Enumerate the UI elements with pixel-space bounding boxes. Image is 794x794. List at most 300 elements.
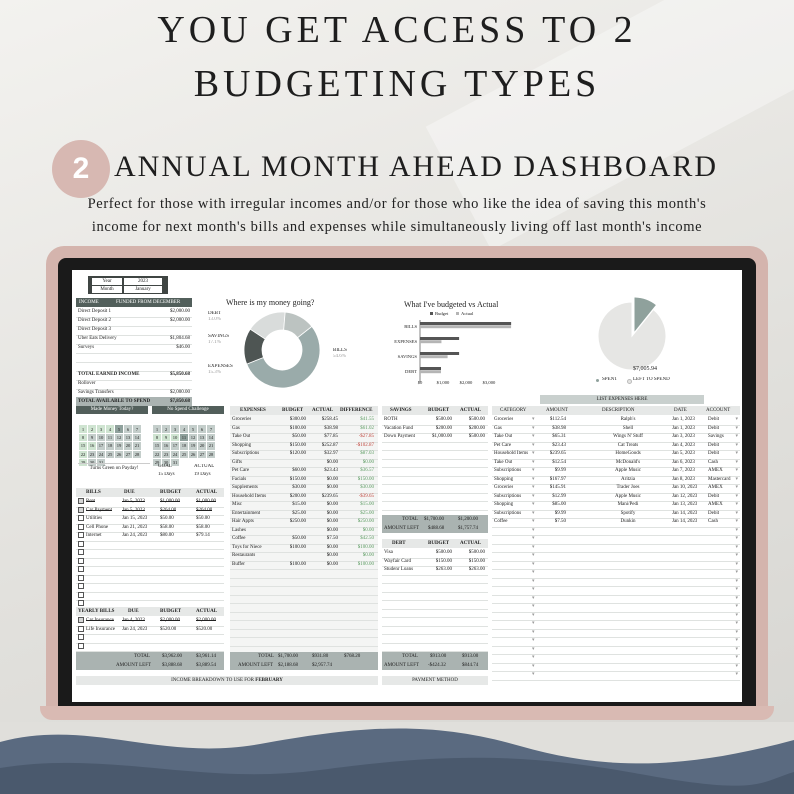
legend-label: Actual (461, 311, 474, 316)
chevron-down-icon[interactable]: ▾ (532, 519, 535, 524)
donut-pct-debt: 13.0% (208, 317, 221, 322)
calendar-day[interactable] (180, 417, 189, 425)
donut-chart (240, 308, 324, 392)
list-expense-row[interactable]: Take Out $12.54 McDonald's Jan 6, 2023 Cash ▾ ▾ (492, 459, 740, 469)
expense-row[interactable]: Subscriptions $120.00 $32.97 $87.03 (230, 450, 378, 460)
calendar-day[interactable]: 18 (106, 442, 115, 450)
list-expenses-header: CATEGORY AMOUNT DESCRIPTION DATE ACCOUNT (492, 406, 740, 415)
donut-pct-savings: 17.1% (208, 340, 221, 345)
list-expense-row[interactable]: Pet Care $23.43 Cat Treats Jan 4, 2023 Debit ▾ ▾ (492, 442, 740, 452)
donut-label-debt: DEBT (208, 311, 222, 316)
income-row[interactable]: Direct Deposit 2 $2,000.00 (76, 317, 192, 327)
calendar-day[interactable] (133, 417, 142, 425)
checkbox-icon[interactable] (78, 634, 84, 640)
chevron-down-icon[interactable]: ▾ (532, 570, 535, 575)
chevron-down-icon[interactable]: ▾ (735, 502, 738, 507)
debt-row[interactable] (382, 643, 488, 653)
savings-amount-left-row: AMOUNT LEFT $488.68 $1,757.74 (382, 524, 488, 533)
debt-amount-left-row: AMOUNT LEFT -$424.32 $844.74 (382, 661, 488, 670)
checkbox-icon[interactable] (78, 515, 84, 521)
calendar-day[interactable]: 4 (106, 425, 115, 433)
calendar-day[interactable]: 27 (124, 450, 133, 458)
chevron-down-icon[interactable]: ▾ (735, 425, 738, 431)
calendar-day[interactable]: 25 (180, 450, 189, 458)
expense-row[interactable]: Gas $100.00 $38.98 $61.02 (230, 425, 378, 435)
list-expense-row[interactable]: Subscriptions $9.99 Apple Music Jan 7, 2023 AMEX ▾ ▾ (492, 467, 740, 477)
savings-header: SAVINGS BUDGET ACTUAL (382, 406, 488, 415)
calendar-day[interactable]: 5 (115, 425, 124, 433)
calendar-day[interactable]: 14 (207, 433, 216, 441)
decorative-wave (0, 722, 794, 794)
calendar-day[interactable]: 30 (162, 458, 171, 466)
chevron-down-icon[interactable]: ▾ (735, 417, 738, 422)
calendar-day[interactable]: 17 (97, 442, 106, 450)
expense-row[interactable]: Misc $15.00 $0.00 $15.00 (230, 501, 378, 511)
calendar-day[interactable]: 3 (97, 425, 106, 433)
x-tick-label: $3,000 (482, 380, 496, 385)
chevron-down-icon[interactable]: ▾ (735, 553, 738, 558)
calendar-day[interactable]: 26 (189, 450, 198, 458)
savings-row[interactable]: Vacation Fund $200.00 $200.00 (382, 425, 488, 435)
chevron-down-icon[interactable]: ▾ (532, 578, 535, 584)
calendar-day[interactable]: 15 (153, 442, 162, 450)
bill-row[interactable]: Internet Jan 24, 2023 $80.00 $79.14 (76, 532, 224, 542)
donut-label-bills: BILLS (333, 348, 347, 353)
list-expense-row[interactable]: Subscriptions $9.99 Spotify Jan 14, 2023 Debit ▾ ▾ (492, 510, 740, 520)
yearly-bill-row[interactable]: Car Insurance Jan 4, 2023 $2,000.00 $2,000.00 (76, 617, 224, 627)
bills-total-row: TOTAL $3,962.00 $3,961.14 (76, 652, 224, 661)
income-header (76, 298, 192, 307)
chevron-down-icon[interactable]: ▾ (735, 493, 738, 499)
checkbox-icon[interactable] (78, 643, 84, 649)
yearly-bill-row[interactable] (76, 643, 224, 653)
chevron-down-icon[interactable]: ▾ (532, 604, 535, 609)
month-select[interactable]: January (124, 286, 162, 293)
checkbox-icon[interactable] (78, 541, 84, 547)
list-expense-row[interactable]: Groceries $112.54 Ralph's Jan 1, 2023 Debit ▾ ▾ (492, 416, 740, 426)
checkbox-icon[interactable] (78, 558, 84, 564)
headline-line-1: YOU GET ACCESS TO 2 (157, 9, 637, 51)
calendar-day[interactable]: 10 (97, 433, 106, 441)
calendar-day[interactable] (198, 417, 207, 425)
expense-row[interactable]: Toys for Niece $100.00 $0.00 $100.00 (230, 544, 378, 554)
chevron-down-icon[interactable]: ▾ (735, 442, 738, 448)
pie-legend-spent: SPENT (602, 377, 618, 382)
calendar-day[interactable]: 7 (207, 425, 216, 433)
expense-row[interactable]: Buffer $100.00 $0.00 $100.00 (230, 561, 378, 571)
bar-category-label: BILLS (404, 324, 417, 329)
calendar-day[interactable]: 1 (153, 425, 162, 433)
debt-row[interactable]: Visa $500.00 $500.00 (382, 549, 488, 559)
chevron-down-icon[interactable]: ▾ (735, 646, 738, 652)
checkbox-icon[interactable] (78, 507, 84, 513)
bar-budget (420, 352, 459, 355)
bar-budget (420, 337, 459, 340)
checkbox-icon[interactable] (78, 575, 84, 581)
income-header-label: INCOME (79, 300, 99, 305)
bar-category-label: EXPENSES (394, 339, 417, 344)
rollover-row[interactable]: Rollover (76, 380, 192, 390)
income-row[interactable]: Surveys $46.00 (76, 344, 192, 354)
calendar-day[interactable]: 8 (153, 433, 162, 441)
list-expense-row[interactable]: Shopping $167.97 Aritzia Jan 8, 2023 Mastercard ▾ ▾ (492, 476, 740, 486)
payment-method-footer: PAYMENT METHOD (382, 676, 488, 685)
calendar-day[interactable]: 27 (198, 450, 207, 458)
chevron-down-icon[interactable]: ▾ (735, 561, 738, 567)
calendar-day[interactable]: 19 (189, 442, 198, 450)
chevron-down-icon[interactable]: ▾ (532, 629, 535, 635)
calendar-day[interactable]: 14 (133, 433, 142, 441)
calendar-day[interactable]: 7 (133, 425, 142, 433)
chevron-down-icon[interactable]: ▾ (735, 485, 738, 490)
made-money-header: Made Money Today? (76, 406, 148, 414)
calendar-day[interactable]: 23 (88, 450, 97, 458)
chevron-down-icon[interactable]: ▾ (532, 502, 535, 507)
calendar-day[interactable]: 2 (162, 425, 171, 433)
calendar-day[interactable]: 6 (198, 425, 207, 433)
chevron-down-icon[interactable]: ▾ (532, 672, 535, 677)
chevron-down-icon[interactable]: ▾ (735, 595, 738, 601)
calendar-day[interactable]: 22 (153, 450, 162, 458)
legend-label: Budget (435, 311, 449, 316)
expense-row[interactable]: Pet Care $60.00 $23.43 $36.57 (230, 467, 378, 477)
calendar-day[interactable]: 11 (106, 433, 115, 441)
checkbox-icon[interactable] (78, 617, 84, 623)
bills-amount-left-row: AMOUNT LEFT $3,888.68 $3,889.54 (76, 661, 224, 670)
list-expense-row[interactable]: Shopping $85.00 Mani/Pedi Jan 13, 2023 AMEX ▾ ▾ (492, 501, 740, 511)
checkbox-icon[interactable] (78, 566, 84, 572)
chevron-down-icon[interactable]: ▾ (532, 476, 535, 482)
expense-row[interactable]: Restaurants $0.00 $0.00 (230, 552, 378, 562)
goal-value: 15 Days (158, 472, 175, 477)
calendar-day[interactable]: 24 (171, 450, 180, 458)
calendar-day[interactable] (88, 417, 97, 425)
calendar-day[interactable]: 2 (88, 425, 97, 433)
income-row[interactable]: Direct Deposit 3 (76, 326, 192, 336)
calendar-day[interactable]: 30 (88, 458, 97, 466)
expense-row[interactable]: Entertainment $25.00 $0.00 $25.00 (230, 510, 378, 520)
savings-transfer-row[interactable]: Savings Transfers $2,000.00 (76, 389, 192, 399)
calendar-day[interactable]: 10 (171, 433, 180, 441)
bar-actual (420, 325, 511, 328)
headline-line-2: BUDGETING TYPES (193, 63, 601, 105)
calendar-day[interactable]: 9 (88, 433, 97, 441)
year-label: Year (92, 278, 122, 285)
expenses-header: EXPENSES BUDGET ACTUAL DIFFERENCE (230, 406, 378, 415)
calendar-day[interactable]: 16 (162, 442, 171, 450)
calendar-day[interactable]: 18 (180, 442, 189, 450)
chevron-down-icon[interactable]: ▾ (532, 527, 535, 533)
chevron-down-icon[interactable]: ▾ (532, 493, 535, 499)
laptop-base (40, 706, 774, 720)
bar-category-label: SAVINGS (397, 354, 417, 359)
calendar-day[interactable]: 1 (79, 425, 88, 433)
bar-actual (420, 370, 441, 373)
expense-row[interactable]: Lashes $0.00 $0.00 (230, 527, 378, 537)
turns-green-note: Turns Green on Payday! (78, 463, 150, 484)
pie-legend-spent-swatch (596, 379, 599, 382)
chevron-down-icon[interactable]: ▾ (532, 425, 535, 431)
made-money-calendar[interactable] (78, 416, 142, 467)
chevron-down-icon[interactable]: ▾ (532, 544, 535, 550)
calendar-day[interactable]: 24 (97, 450, 106, 458)
expense-row[interactable]: Gifts $0.00 $0.00 (230, 459, 378, 469)
pie-value: $7,005.94 (633, 366, 657, 372)
expense-row[interactable]: Take Out $50.00 $77.85 -$27.85 (230, 433, 378, 443)
calendar-day[interactable] (189, 417, 198, 425)
list-expense-row[interactable]: Take Out $65.31 Wings N' Stuff Jan 3, 2023 Savings ▾ ▾ (492, 433, 740, 443)
checkbox-icon[interactable] (78, 524, 84, 530)
calendar-day[interactable] (106, 417, 115, 425)
bar-actual (420, 340, 441, 343)
calendar-day[interactable]: 21 (133, 442, 142, 450)
budget-vs-actual-chart (394, 310, 522, 386)
chevron-down-icon[interactable]: ▾ (532, 442, 535, 448)
debt-row[interactable]: Wayfair Card $150.00 $150.00 (382, 558, 488, 568)
chevron-down-icon[interactable]: ▾ (532, 612, 535, 618)
chevron-down-icon[interactable]: ▾ (532, 510, 535, 516)
x-tick-label: $2,000 (459, 380, 473, 385)
calendar-day[interactable]: 12 (115, 433, 124, 441)
donut-label-savings: SAVINGS (208, 334, 230, 339)
calendar-day[interactable]: 31 (171, 458, 180, 466)
savings-table (382, 406, 488, 516)
chevron-down-icon[interactable]: ▾ (532, 485, 535, 490)
checkbox-icon[interactable] (78, 626, 84, 632)
total-earned-row: TOTAL EARNED INCOME $5,850.68 (76, 371, 192, 381)
calendar-day[interactable]: 21 (207, 442, 216, 450)
bar-budget (420, 322, 511, 325)
calendar-day[interactable]: 28 (133, 450, 142, 458)
chevron-down-icon[interactable]: ▾ (735, 672, 738, 677)
calendar-day[interactable] (97, 417, 106, 425)
income-row[interactable]: Uber Eats Delivery $1,804.68 (76, 335, 192, 345)
calendar-day[interactable]: 31 (97, 458, 106, 466)
chevron-down-icon[interactable]: ▾ (532, 417, 535, 422)
list-expense-row[interactable]: Coffee $7.50 Dunkin Jan 14, 2023 Cash ▾ ▾ (492, 518, 740, 528)
calendar-day[interactable] (207, 417, 216, 425)
savings-row[interactable] (382, 501, 488, 511)
no-spend-calendar[interactable] (152, 416, 216, 467)
expense-row[interactable]: Facials $150.00 $0.00 $150.00 (230, 476, 378, 486)
chevron-down-icon[interactable]: ▾ (735, 451, 738, 456)
no-spend-header: No Spend Challenge (152, 406, 224, 414)
calendar-day[interactable] (79, 417, 88, 425)
bar-actual (420, 355, 448, 358)
calendar-day[interactable]: 17 (171, 442, 180, 450)
spreadsheet-screen (72, 270, 742, 702)
calendar-day[interactable] (115, 417, 124, 425)
chevron-down-icon[interactable]: ▾ (532, 468, 535, 473)
chevron-down-icon[interactable]: ▾ (532, 553, 535, 558)
year-value[interactable]: 2023 (124, 278, 162, 285)
calendar-day[interactable]: 20 (198, 442, 207, 450)
actual-days-label: ACTUAL (194, 464, 215, 469)
checkbox-icon[interactable] (78, 583, 84, 589)
chevron-down-icon[interactable]: ▾ (735, 434, 738, 439)
bill-row[interactable]: Utilities Jan 15, 2023 $50.00 $50.00 (76, 515, 224, 525)
bill-row[interactable]: Car Payment Jan 5, 2023 $264.00 $264.00 (76, 507, 224, 517)
calendar-day[interactable] (162, 417, 171, 425)
donut-title: Where is my money going? (226, 298, 315, 307)
chevron-down-icon[interactable]: ▾ (735, 476, 738, 482)
list-expense-row[interactable]: Gas $38.98 Shell Jan 1, 2023 Debit ▾ ▾ (492, 425, 740, 435)
chevron-down-icon[interactable]: ▾ (532, 646, 535, 652)
bill-row[interactable]: Rent Jan 5, 2023 $1,000.00 $1,000.00 (76, 498, 224, 508)
calendar-day[interactable]: 4 (180, 425, 189, 433)
chevron-down-icon[interactable]: ▾ (735, 519, 738, 524)
chevron-down-icon[interactable]: ▾ (532, 451, 535, 456)
checkbox-icon[interactable] (78, 600, 84, 606)
chevron-down-icon[interactable]: ▾ (735, 527, 738, 533)
calendar-day[interactable]: 25 (106, 450, 115, 458)
pie-legend-left: LEFT TO SPEND (633, 377, 670, 382)
list-expense-row[interactable]: Household Items $239.65 HomeGoods Jan 5, 2023 Debit ▾ ▾ (492, 450, 740, 460)
month-label: Month (92, 286, 122, 293)
calendar-day[interactable]: 22 (79, 450, 88, 458)
calendar-day[interactable] (171, 417, 180, 425)
checkbox-icon[interactable] (78, 592, 84, 598)
list-expense-row[interactable]: Groceries $145.91 Trader Joes Jan 10, 2023 AMEX ▾ ▾ (492, 484, 740, 494)
income-row[interactable]: Direct Deposit 1 $2,000.00 (76, 308, 192, 318)
debt-table (382, 539, 488, 651)
calendar-day[interactable]: 16 (88, 442, 97, 450)
bar-budget (420, 367, 441, 370)
donut-pct-bills: 54.6% (333, 354, 346, 359)
calendar-day[interactable]: 20 (124, 442, 133, 450)
checkbox-icon[interactable] (78, 549, 84, 555)
calendar-day[interactable]: 8 (79, 433, 88, 441)
list-expense-row[interactable] (492, 671, 740, 681)
list-expenses-title: LIST EXPENSES HERE (540, 395, 704, 404)
number-badge: 2 (52, 140, 110, 198)
calendar-day[interactable] (153, 417, 162, 425)
list-expenses-table (492, 406, 740, 686)
checkbox-icon[interactable] (78, 498, 84, 504)
chevron-down-icon[interactable]: ▾ (532, 561, 535, 567)
savings-row[interactable]: Down Payment $1,000.00 $500.00 (382, 433, 488, 443)
expense-row[interactable]: Household Items $200.00 $239.65 -$39.65 (230, 493, 378, 503)
actual-days-value: 19 Days (194, 472, 211, 477)
chevron-down-icon[interactable]: ▾ (532, 663, 535, 669)
savings-total-row: TOTAL $1,700.00 $1,200.00 (382, 515, 488, 524)
chevron-down-icon[interactable]: ▾ (735, 587, 738, 592)
bill-row[interactable]: Cell Phone Jan 21, 2023 $58.00 $58.00 (76, 524, 224, 534)
yearly-bills-header: YEARLY BILLS DUE BUDGET ACTUAL (76, 607, 224, 616)
expenses-total-row: TOTAL $1,700.00 $931.80 $768.20 (230, 652, 378, 661)
x-tick-label: $0 (417, 380, 423, 385)
calendar-day[interactable]: 28 (207, 450, 216, 458)
expenses-table (230, 406, 378, 652)
chevron-down-icon[interactable]: ▾ (735, 468, 738, 473)
calendar-day[interactable] (124, 417, 133, 425)
debt-row[interactable]: Studenr Loans $263.00 $263.00 (382, 566, 488, 576)
checkbox-icon[interactable] (78, 532, 84, 538)
chevron-down-icon[interactable]: ▾ (532, 638, 535, 643)
calendar-day[interactable]: 11 (180, 433, 189, 441)
chevron-down-icon[interactable]: ▾ (735, 621, 738, 626)
description-line-2: income for next month's bills and expenses while simultaneously living off last month's income (91, 219, 703, 235)
calendar-day[interactable]: 13 (124, 433, 133, 441)
expense-row[interactable]: Supplements $30.00 $0.00 $30.00 (230, 484, 378, 494)
expense-row[interactable]: Hair Appts $250.00 $0.00 $250.00 (230, 518, 378, 528)
chevron-down-icon[interactable]: ▾ (735, 655, 738, 660)
dashboard-subtitle: ANNUAL MONTH AHEAD DASHBOARD (114, 150, 719, 183)
calendar-day[interactable]: 6 (124, 425, 133, 433)
chevron-down-icon[interactable]: ▾ (735, 629, 738, 635)
calendar-day[interactable]: 15 (79, 442, 88, 450)
calendar-day[interactable]: 13 (198, 433, 207, 441)
chevron-down-icon[interactable]: ▾ (532, 595, 535, 601)
calendar-day[interactable]: 29 (153, 458, 162, 466)
debt-header: DEBT BUDGET ACTUAL (382, 539, 488, 548)
chevron-down-icon[interactable]: ▾ (735, 459, 738, 465)
calendar-day[interactable]: 3 (171, 425, 180, 433)
description-line-1: Perfect for those with irregular incomes and/or for those who like the idea of saving this month's (87, 196, 707, 212)
chevron-down-icon[interactable]: ▾ (532, 536, 535, 541)
chevron-down-icon[interactable]: ▾ (735, 570, 738, 575)
expense-row[interactable] (230, 637, 378, 647)
legend-swatch (456, 312, 459, 315)
bar-category-label: DEBT (405, 369, 417, 374)
calendar-day[interactable]: 5 (189, 425, 198, 433)
spent-pie-chart (594, 296, 670, 372)
calendar-day[interactable]: 9 (162, 433, 171, 441)
chevron-down-icon[interactable]: ▾ (735, 510, 738, 516)
bills-table (76, 488, 224, 604)
chevron-down-icon[interactable]: ▾ (735, 578, 738, 584)
calendar-day[interactable] (180, 458, 189, 466)
chevron-down-icon[interactable]: ▾ (735, 536, 738, 541)
list-expense-row[interactable]: Subscriptions $12.99 Apple Music Jan 12, 2023 Debit ▾ ▾ (492, 493, 740, 503)
goal-label: GOAL (158, 464, 172, 469)
expense-row[interactable]: Coffee $50.00 $7.50 $42.50 (230, 535, 378, 545)
calendar-day[interactable]: 29 (79, 458, 88, 466)
calendar-day[interactable]: 23 (162, 450, 171, 458)
chevron-down-icon[interactable]: ▾ (735, 663, 738, 669)
expenses-amount-left-row: AMOUNT LEFT $2,188.68 $2,957.74 (230, 661, 378, 670)
calendar-day[interactable]: 19 (115, 442, 124, 450)
expense-row[interactable]: Shopping $150.00 $252.87 -$102.87 (230, 442, 378, 452)
income-table (76, 298, 192, 406)
chevron-down-icon[interactable]: ▾ (532, 587, 535, 592)
donut-pct-expenses: 15.3% (208, 370, 221, 375)
expense-row[interactable]: Groceries $300.00 $258.45 $41.55 (230, 416, 378, 426)
yearly-bill-row[interactable]: Life Insurance Jan 24, 2023 $520.00 $520.00 (76, 626, 224, 636)
chevron-down-icon[interactable]: ▾ (532, 434, 535, 439)
income-breakdown-footer: INCOME BREAKDOWN TO USE FOR FEBRUARY (76, 676, 378, 685)
calendar-day[interactable]: 26 (115, 450, 124, 458)
chevron-down-icon[interactable]: ▾ (735, 612, 738, 618)
funded-header-label: FUNDED FROM DECEMBER (116, 300, 181, 305)
chevron-down-icon[interactable]: ▾ (532, 459, 535, 465)
debt-total-row: TOTAL $913.00 $913.00 (382, 652, 488, 661)
pie-legend-left-swatch (627, 379, 632, 384)
chevron-down-icon[interactable]: ▾ (735, 604, 738, 609)
chevron-down-icon[interactable]: ▾ (532, 655, 535, 660)
pie-slice-left (598, 302, 666, 370)
chevron-down-icon[interactable]: ▾ (735, 638, 738, 643)
savings-row[interactable]: ROTH $500.00 $500.00 (382, 416, 488, 426)
bar-chart-title: What I've budgeted vs Actual (404, 300, 499, 309)
x-tick-label: $1,000 (436, 380, 450, 385)
legend-swatch (430, 312, 433, 315)
total-available-row: TOTAL AVAILABLE TO SPEND $7,850.68 (78, 399, 190, 404)
calendar-day[interactable]: 12 (189, 433, 198, 441)
chevron-down-icon[interactable]: ▾ (532, 621, 535, 626)
bills-header: BILLS DUE BUDGET ACTUAL (76, 488, 224, 497)
chevron-down-icon[interactable]: ▾ (735, 544, 738, 550)
